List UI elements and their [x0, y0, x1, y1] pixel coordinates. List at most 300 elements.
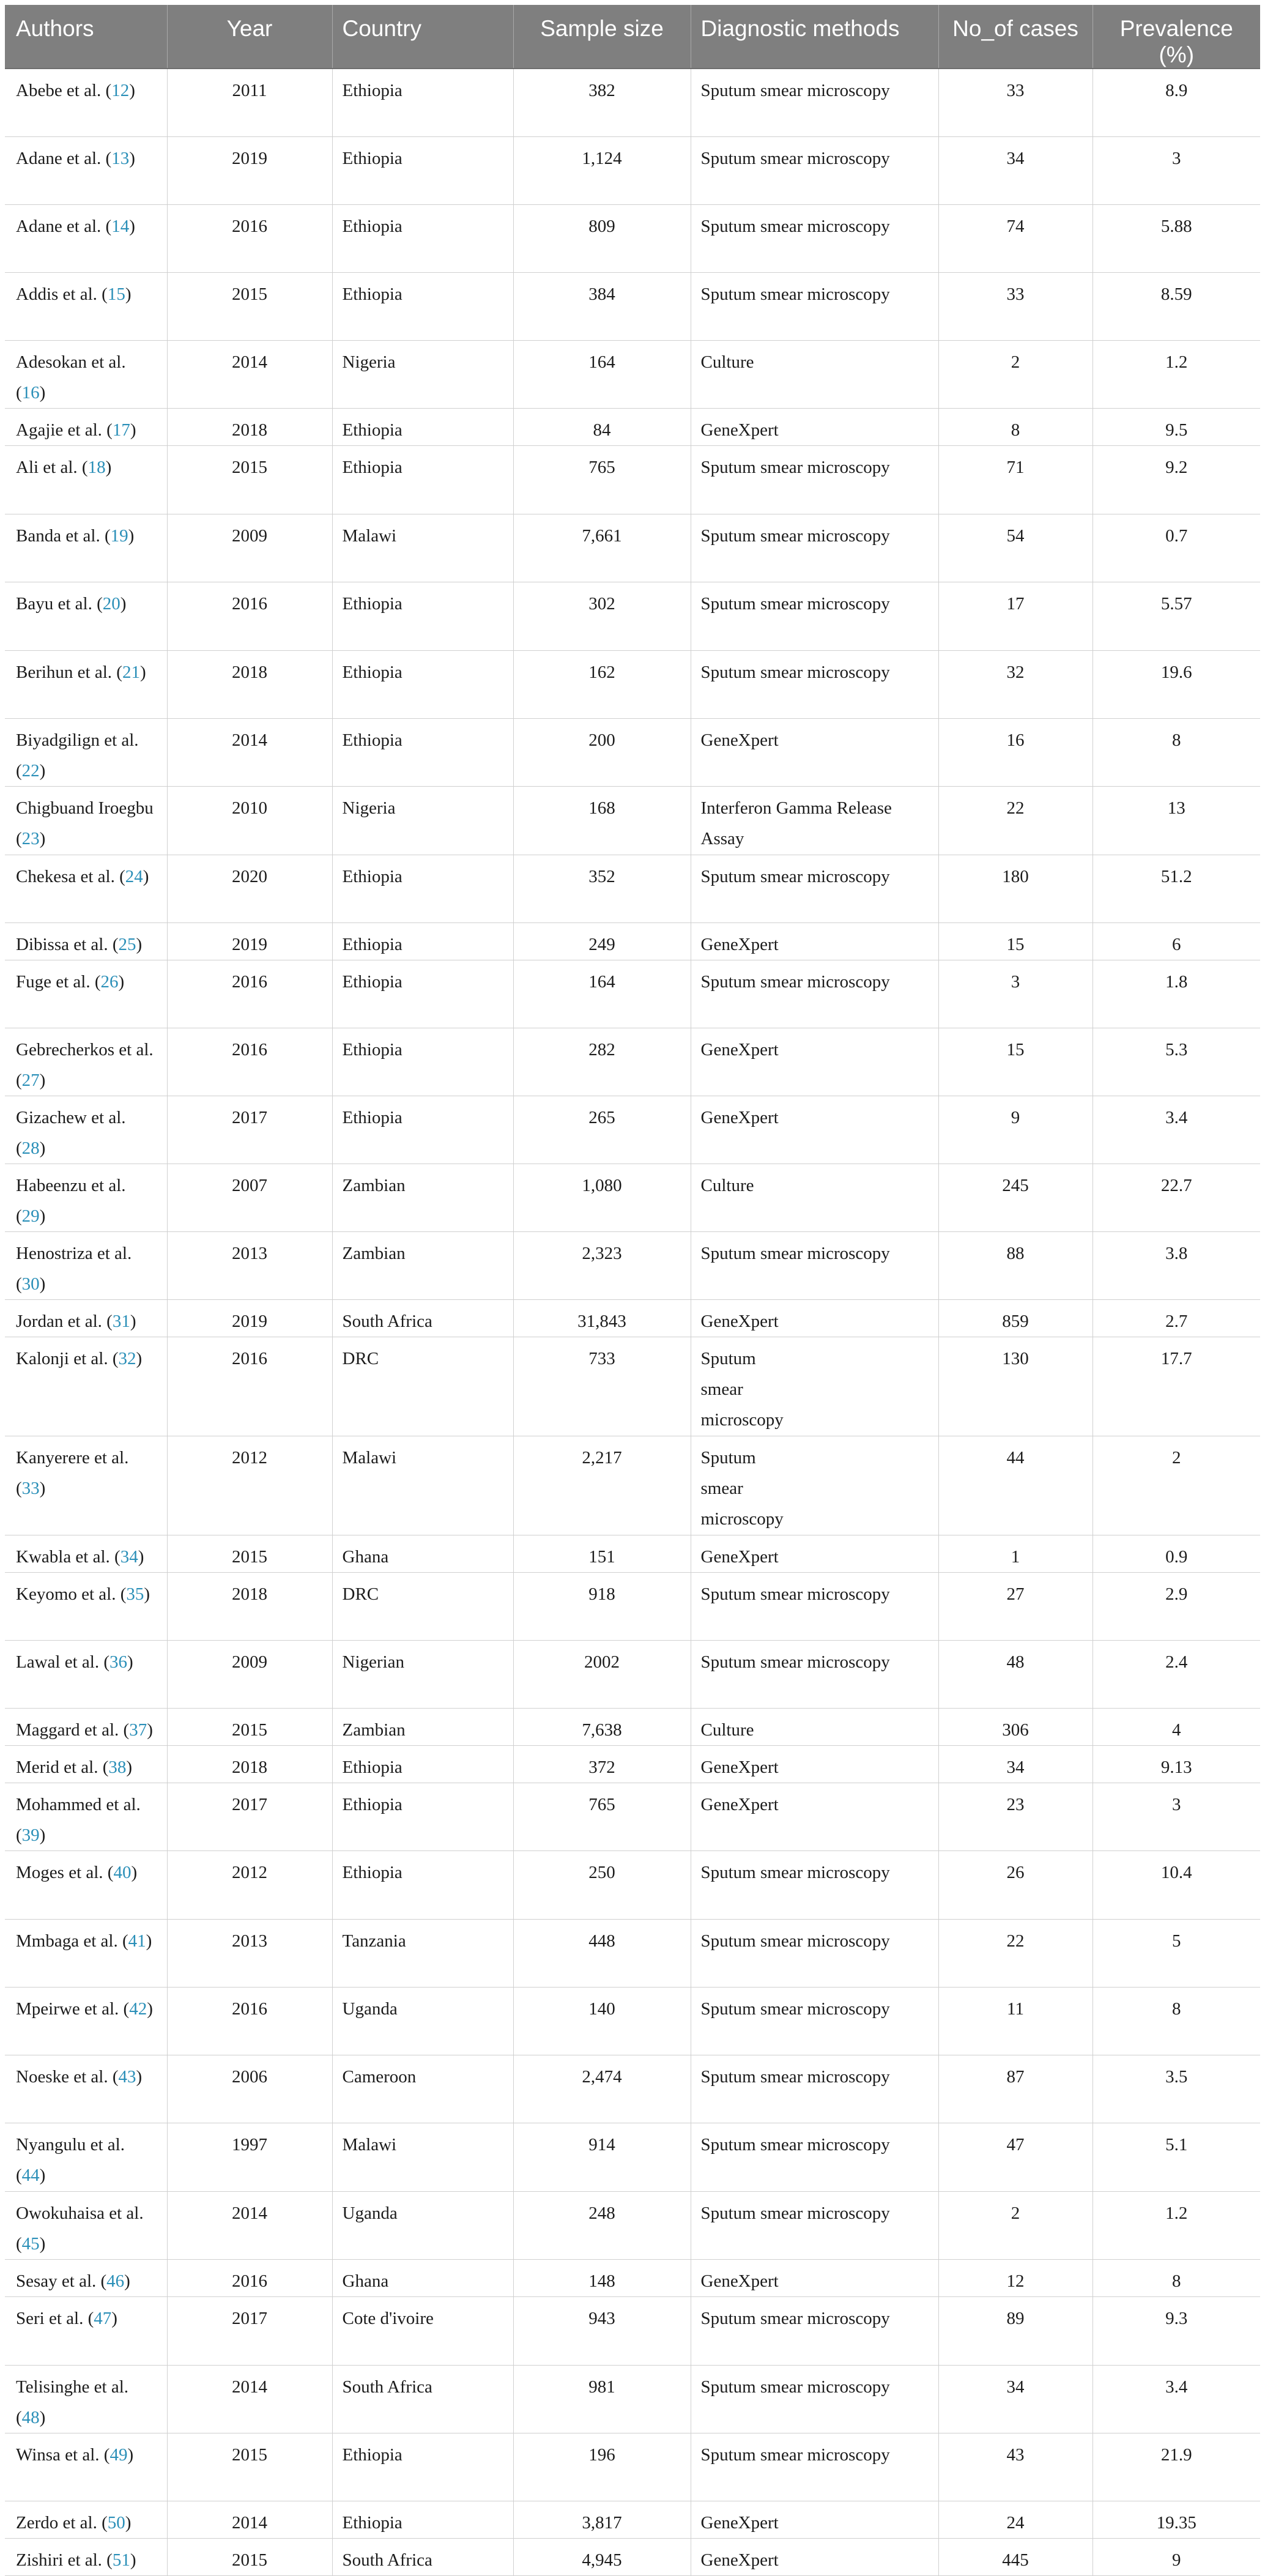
cell-year: 2009: [167, 1640, 332, 1708]
cell-author: [5, 1919, 167, 1987]
header-prevalence: Prevalence (%): [1092, 5, 1260, 69]
cell-year: 2006: [167, 2055, 332, 2123]
reference-link[interactable]: 19: [110, 525, 128, 546]
reference-link[interactable]: 24: [125, 866, 143, 886]
reference-close-paren: ): [130, 2550, 136, 2570]
cell-country: Ethiopia: [332, 2501, 513, 2538]
cell-no-of-cases: 74: [938, 204, 1092, 272]
cell-year: 2012: [167, 1436, 332, 1535]
cell-sample-size: 164: [513, 340, 691, 408]
reference-link[interactable]: 49: [109, 2444, 128, 2465]
cell-year: 2013: [167, 1231, 332, 1299]
table-row: [5, 2191, 1260, 2259]
cell-diagnostic-method: Sputum smear microscopy: [691, 1231, 938, 1299]
reference-link[interactable]: 31: [112, 1311, 130, 1331]
table-row: [5, 1164, 1260, 1231]
cell-author: [5, 1096, 167, 1164]
reference-link[interactable]: 48: [21, 2407, 40, 2427]
author-name: Owokuhaisa et al. (: [16, 2203, 144, 2254]
cell-country: Ethiopia: [332, 1096, 513, 1164]
table-row: [5, 2365, 1260, 2433]
reference-link[interactable]: 22: [21, 760, 40, 781]
cell-year: 2015: [167, 2538, 332, 2575]
author-name: Sesay et al. (: [16, 2271, 107, 2291]
table-row: [5, 718, 1260, 786]
cell-prevalence: 3.4: [1092, 1096, 1260, 1164]
reference-close-paren: ): [39, 382, 46, 403]
reference-link[interactable]: 28: [21, 1138, 40, 1158]
cell-year: 2011: [167, 69, 332, 136]
cell-no-of-cases: 88: [938, 1231, 1092, 1299]
cell-year: 2018: [167, 1745, 332, 1783]
cell-year: 2018: [167, 408, 332, 445]
cell-author: [5, 2538, 167, 2575]
reference-close-paren: ): [130, 420, 136, 440]
reference-link[interactable]: 20: [102, 593, 121, 614]
cell-country: Ethiopia: [332, 272, 513, 340]
author-name: Adesokan et al. (: [16, 352, 126, 403]
reference-close-paren: ): [39, 1478, 46, 1498]
reference-link[interactable]: 43: [118, 2066, 136, 2087]
cell-author: [5, 2433, 167, 2501]
reference-close-paren: ): [147, 1999, 153, 2019]
cell-year: 2017: [167, 1783, 332, 1850]
cell-prevalence: 8: [1092, 718, 1260, 786]
cell-no-of-cases: 1: [938, 1535, 1092, 1572]
reference-close-paren: ): [124, 2271, 130, 2291]
author-name: Abebe et al. (: [16, 81, 112, 100]
cell-diagnostic-method: Culture: [691, 340, 938, 408]
cell-no-of-cases: 9: [938, 1096, 1092, 1164]
cell-sample-size: 148: [513, 2259, 691, 2296]
cell-no-of-cases: 180: [938, 855, 1092, 922]
reference-close-paren: ): [125, 284, 132, 304]
table-row: [5, 2055, 1260, 2123]
reference-link[interactable]: 26: [100, 971, 119, 992]
cell-diagnostic-method: Sputum smear microscopy: [691, 204, 938, 272]
cell-no-of-cases: 54: [938, 514, 1092, 582]
author-name: Chigbuand Iroegbu (: [16, 798, 154, 848]
cell-country: South Africa: [332, 2365, 513, 2433]
reference-link[interactable]: 25: [118, 934, 136, 954]
cell-sample-size: 3,817: [513, 2501, 691, 2538]
reference-link[interactable]: 33: [21, 1478, 40, 1498]
cell-year: 2016: [167, 204, 332, 272]
author-name: Keyomo et al. (: [16, 1584, 127, 1604]
cell-prevalence: 3.8: [1092, 1231, 1260, 1299]
cell-diagnostic-method: Sputum smear microscopy: [691, 1436, 938, 1535]
cell-diagnostic-method: Sputum smear microscopy: [691, 272, 938, 340]
cell-prevalence: 9.2: [1092, 445, 1260, 514]
cell-diagnostic-method: GeneXpert: [691, 1535, 938, 1572]
author-name: Noeske et al. (: [16, 2066, 119, 2087]
author-name: Adane et al. (: [16, 148, 112, 168]
reference-link[interactable]: 32: [118, 1348, 136, 1368]
table-header: [5, 5, 1260, 69]
cell-country: Zambian: [332, 1164, 513, 1231]
cell-author: [5, 1745, 167, 1783]
table-row: [5, 340, 1260, 408]
reference-close-paren: ): [39, 1825, 46, 1845]
reference-link[interactable]: 16: [21, 382, 40, 403]
cell-author: [5, 2055, 167, 2123]
cell-year: 2016: [167, 1028, 332, 1096]
cell-country: Ethiopia: [332, 855, 513, 922]
reference-close-paren: ): [39, 2165, 46, 2185]
table-row: [5, 1572, 1260, 1640]
cell-country: Ghana: [332, 2259, 513, 2296]
cell-diagnostic-method: GeneXpert: [691, 1096, 938, 1164]
cell-prevalence: 17.7: [1092, 1337, 1260, 1436]
author-name: Seri et al. (: [16, 2308, 94, 2328]
cell-no-of-cases: 130: [938, 1337, 1092, 1436]
cell-no-of-cases: 43: [938, 2433, 1092, 2501]
cell-sample-size: 809: [513, 204, 691, 272]
author-name: Maggard et al. (: [16, 1720, 130, 1740]
cell-author: [5, 1640, 167, 1708]
cell-no-of-cases: 2: [938, 340, 1092, 408]
cell-country: Ethiopia: [332, 1850, 513, 1919]
reference-link[interactable]: 39: [21, 1825, 40, 1845]
author-name: Telisinghe et al. (: [16, 2377, 128, 2427]
reference-link[interactable]: 14: [111, 216, 130, 236]
cell-prevalence: 3.4: [1092, 2365, 1260, 2433]
cell-author: [5, 718, 167, 786]
table-row: [5, 855, 1260, 922]
cell-no-of-cases: 859: [938, 1299, 1092, 1337]
table-row: [5, 1299, 1260, 1337]
reference-link[interactable]: 21: [122, 662, 140, 682]
cell-prevalence: 0.7: [1092, 514, 1260, 582]
reference-close-paren: ): [130, 1311, 136, 1331]
reference-link[interactable]: 50: [107, 2512, 125, 2533]
author-name: Nyangulu et al. (: [16, 2134, 125, 2185]
cell-sample-size: 302: [513, 582, 691, 650]
cell-author: [5, 1299, 167, 1337]
reference-close-paren: ): [39, 2233, 46, 2254]
cell-no-of-cases: 8: [938, 408, 1092, 445]
cell-author: [5, 1783, 167, 1850]
cell-sample-size: 384: [513, 272, 691, 340]
cell-diagnostic-method: Sputum smear microscopy: [691, 2191, 938, 2259]
cell-diagnostic-method: Sputum smear microscopy: [691, 2123, 938, 2191]
author-name: Mmbaga et al. (: [16, 1931, 128, 1951]
cell-author: [5, 514, 167, 582]
cell-year: 2014: [167, 718, 332, 786]
cell-author: [5, 340, 167, 408]
cell-no-of-cases: 33: [938, 69, 1092, 136]
cell-year: 2016: [167, 582, 332, 650]
cell-diagnostic-method: Sputum smear microscopy: [691, 2055, 938, 2123]
cell-diagnostic-method: Sputum smear microscopy: [691, 1987, 938, 2055]
reference-link[interactable]: 29: [21, 1206, 40, 1226]
cell-no-of-cases: 445: [938, 2538, 1092, 2575]
cell-diagnostic-method: Sputum smear microscopy: [691, 2365, 938, 2433]
cell-prevalence: 8: [1092, 1987, 1260, 2055]
table-row: [5, 786, 1260, 855]
cell-author: [5, 1708, 167, 1745]
cell-prevalence: 6: [1092, 922, 1260, 960]
cell-author: [5, 1850, 167, 1919]
cell-sample-size: 2,323: [513, 1231, 691, 1299]
table-row: [5, 2501, 1260, 2538]
cell-diagnostic-method: GeneXpert: [691, 1783, 938, 1850]
cell-diagnostic-method: GeneXpert: [691, 408, 938, 445]
table-row: [5, 1783, 1260, 1850]
cell-prevalence: 5.3: [1092, 1028, 1260, 1096]
author-name: Mpeirwe et al. (: [16, 1999, 130, 2019]
cell-prevalence: 9: [1092, 2538, 1260, 2575]
cell-sample-size: 2,474: [513, 2055, 691, 2123]
cell-country: Zambian: [332, 1708, 513, 1745]
reference-close-paren: ): [125, 2512, 132, 2533]
cell-year: 2014: [167, 340, 332, 408]
author-name: Bayu et al. (: [16, 593, 103, 614]
author-name: Gizachew et al. (: [16, 1107, 126, 1158]
cell-no-of-cases: 22: [938, 1919, 1092, 1987]
cell-year: 2007: [167, 1164, 332, 1231]
cell-country: Ethiopia: [332, 2433, 513, 2501]
cell-year: 2012: [167, 1850, 332, 1919]
cell-no-of-cases: 89: [938, 2296, 1092, 2365]
cell-sample-size: 151: [513, 1535, 691, 1572]
table-row: [5, 2538, 1260, 2575]
reference-close-paren: ): [143, 866, 149, 886]
cell-diagnostic-method: GeneXpert: [691, 2259, 938, 2296]
cell-prevalence: 1.2: [1092, 2191, 1260, 2259]
author-name: Dibissa et al. (: [16, 934, 119, 954]
cell-no-of-cases: 44: [938, 1436, 1092, 1535]
cell-no-of-cases: 17: [938, 582, 1092, 650]
reference-link[interactable]: 41: [128, 1931, 146, 1951]
cell-year: 2017: [167, 2296, 332, 2365]
reference-link[interactable]: 38: [108, 1757, 127, 1777]
author-name: Addis et al. (: [16, 284, 108, 304]
header-row: [5, 5, 1260, 69]
cell-diagnostic-method: Sputum smear microscopy: [691, 1919, 938, 1987]
cell-prevalence: 1.8: [1092, 960, 1260, 1028]
table-row: [5, 1231, 1260, 1299]
reference-close-paren: ): [144, 1584, 150, 1604]
cell-country: Cote d'ivoire: [332, 2296, 513, 2365]
cell-diagnostic-method: GeneXpert: [691, 718, 938, 786]
cell-country: Ethiopia: [332, 960, 513, 1028]
reference-close-paren: ): [105, 457, 112, 477]
cell-diagnostic-method: Sputum smear microscopy: [691, 650, 938, 718]
cell-prevalence: 9.5: [1092, 408, 1260, 445]
cell-country: Ethiopia: [332, 204, 513, 272]
cell-year: 2014: [167, 2191, 332, 2259]
table-row: [5, 514, 1260, 582]
cell-sample-size: 2,217: [513, 1436, 691, 1535]
cell-sample-size: 162: [513, 650, 691, 718]
reference-link[interactable]: 30: [21, 1274, 40, 1294]
cell-no-of-cases: 23: [938, 1783, 1092, 1850]
header-sample-size: Sample size: [513, 5, 691, 69]
author-name: Adane et al. (: [16, 216, 112, 236]
reference-link[interactable]: 37: [129, 1720, 147, 1740]
cell-diagnostic-method: Sputum smear microscopy: [691, 514, 938, 582]
table-row: [5, 650, 1260, 718]
cell-sample-size: 265: [513, 1096, 691, 1164]
cell-prevalence: 2.7: [1092, 1299, 1260, 1337]
table-row: [5, 2433, 1260, 2501]
cell-diagnostic-method: Sputum smear microscopy: [691, 69, 938, 136]
cell-no-of-cases: 24: [938, 2501, 1092, 2538]
reference-link[interactable]: 15: [107, 284, 125, 304]
cell-prevalence: 51.2: [1092, 855, 1260, 922]
cell-prevalence: 4: [1092, 1708, 1260, 1745]
table-row: [5, 1850, 1260, 1919]
cell-sample-size: 981: [513, 2365, 691, 2433]
cell-sample-size: 249: [513, 922, 691, 960]
cell-sample-size: 372: [513, 1745, 691, 1783]
reference-close-paren: ): [39, 1274, 46, 1294]
reference-close-paren: ): [39, 1070, 46, 1090]
cell-country: Nigeria: [332, 786, 513, 855]
cell-country: Malawi: [332, 2123, 513, 2191]
cell-author: [5, 2191, 167, 2259]
prevalence-table: [5, 5, 1260, 2576]
cell-sample-size: 196: [513, 2433, 691, 2501]
reference-link[interactable]: 44: [21, 2165, 40, 2185]
cell-year: 2016: [167, 1987, 332, 2055]
cell-prevalence: 8.9: [1092, 69, 1260, 136]
table-row: [5, 1640, 1260, 1708]
reference-close-paren: ): [120, 593, 127, 614]
cell-prevalence: 5.1: [1092, 2123, 1260, 2191]
cell-author: [5, 2501, 167, 2538]
cell-prevalence: 5.88: [1092, 204, 1260, 272]
reference-link[interactable]: 40: [113, 1862, 132, 1882]
cell-country: Ghana: [332, 1535, 513, 1572]
table-row: [5, 1028, 1260, 1096]
table-row: [5, 2259, 1260, 2296]
cell-author: [5, 408, 167, 445]
author-name: Agajie et al. (: [16, 420, 113, 440]
reference-link[interactable]: 46: [106, 2271, 125, 2291]
cell-prevalence: 21.9: [1092, 2433, 1260, 2501]
author-name: Jordan et al. (: [16, 1311, 113, 1331]
reference-link[interactable]: 23: [21, 828, 40, 848]
cell-prevalence: 5: [1092, 1919, 1260, 1987]
header-country: Country: [332, 5, 513, 69]
author-name: Moges et al. (: [16, 1862, 114, 1882]
cell-diagnostic-method: Sputum smear microscopy: [691, 445, 938, 514]
cell-author: [5, 1231, 167, 1299]
cell-diagnostic-method: GeneXpert: [691, 2501, 938, 2538]
cell-prevalence: 19.35: [1092, 2501, 1260, 2538]
reference-link[interactable]: 45: [21, 2233, 40, 2254]
cell-country: Ethiopia: [332, 1783, 513, 1850]
reference-link[interactable]: 17: [112, 420, 130, 440]
reference-link[interactable]: 51: [112, 2550, 130, 2570]
reference-close-paren: ): [129, 148, 135, 168]
table-body: [5, 69, 1260, 2575]
cell-sample-size: 164: [513, 960, 691, 1028]
reference-close-paren: ): [128, 525, 135, 546]
reference-link[interactable]: 47: [94, 2308, 112, 2328]
cell-author: [5, 2365, 167, 2433]
cell-author: [5, 855, 167, 922]
header-no-of-cases: No_of cases: [938, 5, 1092, 69]
author-name: Kanyerere et al. (: [16, 1447, 129, 1498]
cell-country: Ethiopia: [332, 1028, 513, 1096]
reference-close-paren: ): [39, 1206, 46, 1226]
cell-prevalence: 2.9: [1092, 1572, 1260, 1640]
cell-author: [5, 960, 167, 1028]
cell-sample-size: 31,843: [513, 1299, 691, 1337]
table-row: [5, 136, 1260, 204]
table-row: [5, 960, 1260, 1028]
table-row: [5, 582, 1260, 650]
cell-year: 2018: [167, 1572, 332, 1640]
author-name: Biyadgilign et al. (: [16, 730, 139, 781]
reference-close-paren: ): [138, 1546, 144, 1567]
cell-prevalence: 13: [1092, 786, 1260, 855]
cell-diagnostic-method: GeneXpert: [691, 1745, 938, 1783]
cell-author: [5, 445, 167, 514]
cell-year: 2016: [167, 2259, 332, 2296]
author-name: Zerdo et al. (: [16, 2512, 108, 2533]
author-name: Ali et al. (: [16, 457, 88, 477]
cell-author: [5, 2296, 167, 2365]
reference-link[interactable]: 12: [111, 81, 130, 100]
cell-sample-size: 168: [513, 786, 691, 855]
cell-country: DRC: [332, 1572, 513, 1640]
cell-year: 2015: [167, 445, 332, 514]
reference-link[interactable]: 27: [21, 1070, 40, 1090]
cell-sample-size: 382: [513, 69, 691, 136]
table-row: [5, 1436, 1260, 1535]
cell-no-of-cases: 32: [938, 650, 1092, 718]
cell-year: 2018: [167, 650, 332, 718]
cell-prevalence: 3: [1092, 1783, 1260, 1850]
author-name: Chekesa et al. (: [16, 866, 125, 886]
cell-no-of-cases: 306: [938, 1708, 1092, 1745]
reference-link[interactable]: 18: [87, 457, 106, 477]
reference-link[interactable]: 13: [111, 148, 130, 168]
cell-sample-size: 7,638: [513, 1708, 691, 1745]
cell-author: [5, 69, 167, 136]
table-row: [5, 2123, 1260, 2191]
cell-diagnostic-method: Culture: [691, 1164, 938, 1231]
reference-close-paren: ): [39, 2407, 46, 2427]
cell-author: [5, 1164, 167, 1231]
table-row: [5, 1708, 1260, 1745]
cell-author: [5, 1572, 167, 1640]
cell-country: Ethiopia: [332, 69, 513, 136]
cell-no-of-cases: 16: [938, 718, 1092, 786]
cell-prevalence: 8: [1092, 2259, 1260, 2296]
reference-link[interactable]: 34: [120, 1546, 138, 1567]
cell-no-of-cases: 33: [938, 272, 1092, 340]
cell-diagnostic-method: Sputum smear microscopy: [691, 1850, 938, 1919]
cell-country: Uganda: [332, 1987, 513, 2055]
cell-no-of-cases: 22: [938, 786, 1092, 855]
table-row: [5, 1337, 1260, 1436]
cell-country: South Africa: [332, 1299, 513, 1337]
cell-diagnostic-method: Sputum smear microscopy: [691, 1640, 938, 1708]
cell-diagnostic-method: Sputum smear microscopy: [691, 136, 938, 204]
reference-link[interactable]: 35: [126, 1584, 144, 1604]
reference-link[interactable]: 36: [109, 1652, 127, 1672]
reference-close-paren: ): [127, 2444, 134, 2465]
reference-link[interactable]: 42: [129, 1999, 147, 2019]
cell-prevalence: 9.3: [1092, 2296, 1260, 2365]
cell-author: [5, 2123, 167, 2191]
cell-country: Ethiopia: [332, 582, 513, 650]
